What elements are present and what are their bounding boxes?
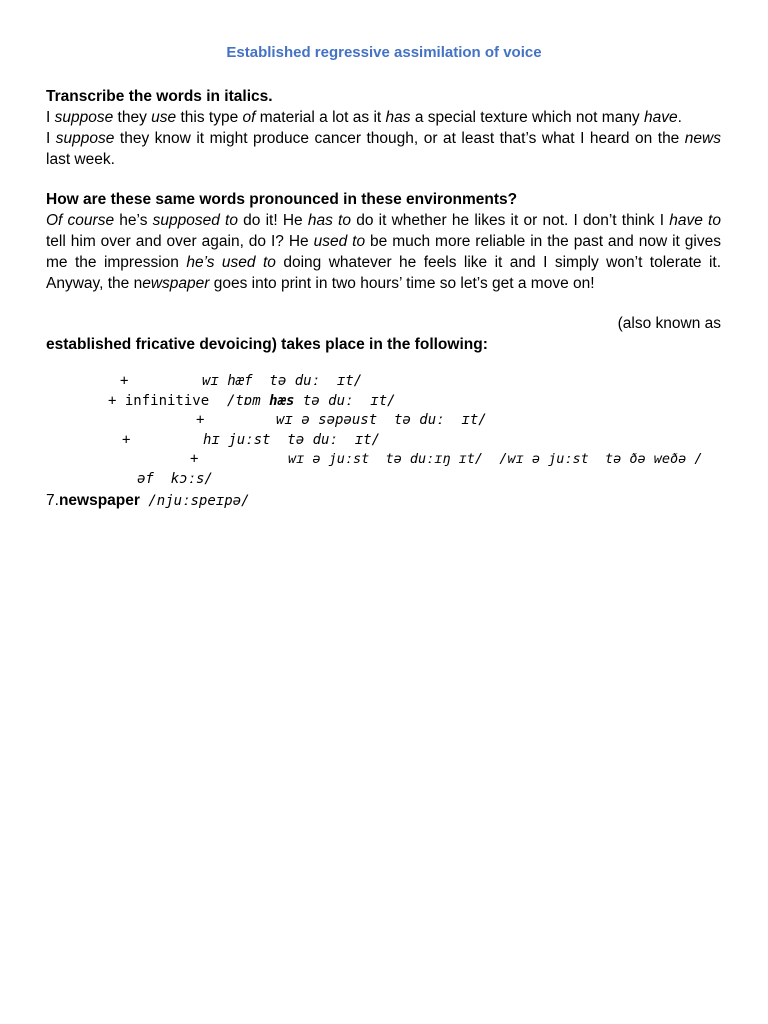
- line5-plus: +: [190, 451, 199, 467]
- line2-ipa: /tɒm hæs tə duː ɪt/: [227, 393, 396, 409]
- line5-ipa: wɪ ə juːst tə duːɪŋ ɪt/ /wɪ ə juːst tə ðə weðə /: [288, 451, 703, 467]
- line4-ipa: hɪ juːst tə duː ɪt/: [203, 432, 381, 448]
- section2-paragraph: Of course he’s supposed to do it! He has to do it whether he likes it or not. I don’t think I have to tell him over and over again, do I? He used to be much more reliable in the past and now it gives me the impression he’s used to doing whatever he feels like it and I simply won’t tolerate it. Anyway, the newspaper goes into print in two hours’ time so let’s get a move on!: [46, 212, 721, 292]
- section2-heading: How are these same words pronounced in these environments?: [46, 191, 518, 208]
- section1-heading: Transcribe the words in italics.: [46, 88, 273, 105]
- line4-plus: +: [122, 432, 131, 448]
- line3-ipa: wɪ ə səpəust tə duː ɪt/: [276, 412, 487, 428]
- also-known-as: (also known as: [617, 315, 721, 332]
- line7: 7.newspaper /njuːspeɪpə/: [46, 492, 250, 509]
- line2-plus: + infinitive: [108, 393, 210, 409]
- page-title: Established regressive assimilation of voice: [226, 44, 542, 61]
- line6-ipa: əf kɔːs/: [137, 471, 213, 487]
- section1-sentence2: I suppose they know it might produce cancer though, or at least that’s what I heard on the news last week.: [46, 130, 721, 168]
- section1: [46, 86, 721, 170]
- line1-plus: +: [120, 373, 129, 389]
- section3-heading: established fricative devoicing) takes place in the following:: [46, 336, 488, 353]
- section3: [46, 313, 721, 355]
- section1-sentence1: I suppose they use this type of material a lot as it has a special texture which not many have.: [46, 109, 682, 126]
- line1-ipa: wɪ hæf tə duː ɪt/: [202, 373, 363, 389]
- section2: [46, 189, 721, 294]
- line3-plus: +: [196, 412, 205, 428]
